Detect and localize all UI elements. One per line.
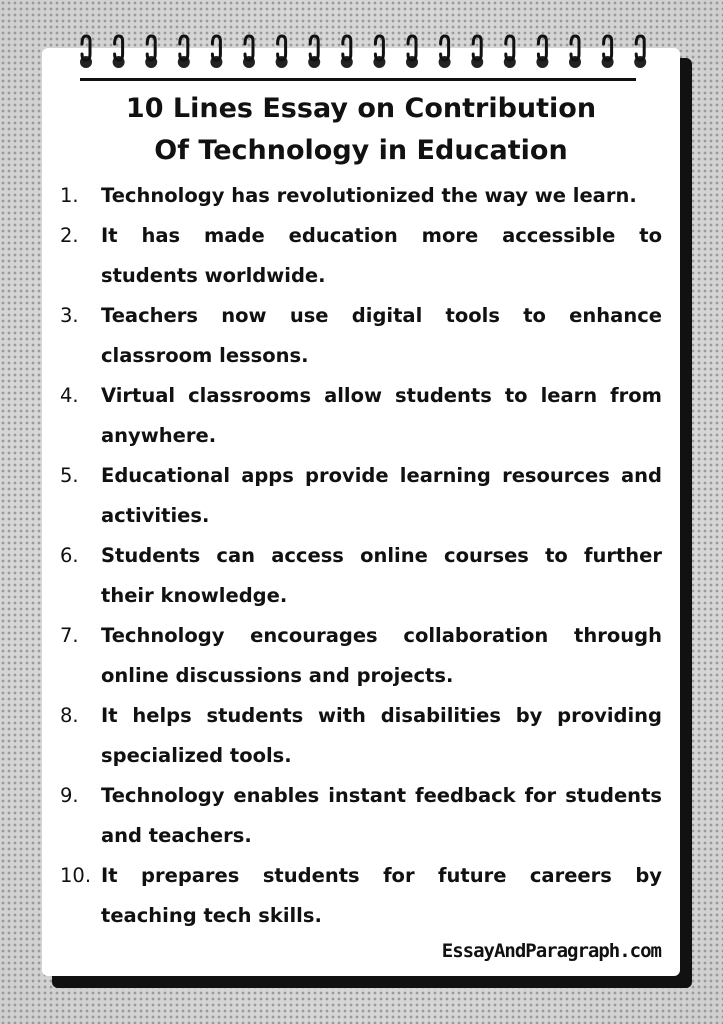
binding-ring-icon [439,36,451,68]
list-item [60,176,662,216]
title-line-2: Of Technology in Education [154,135,568,166]
binding-ring-icon [504,36,516,68]
list-item [60,776,662,856]
binding-ring-icon [210,36,222,68]
binding-ring-icon [406,36,418,68]
list-item [60,456,662,536]
item-number: 2. [60,224,79,247]
list-item [60,696,662,776]
item-number: 3. [60,304,79,327]
binding-ring-icon [341,36,353,68]
item-text: It helps students with disabilities by providing specialized tools. [101,704,662,767]
list-item [60,376,662,456]
spiral-binding [72,32,652,76]
binding-ring-icon [276,36,288,68]
item-text: Educational apps provide learning resources and activities. [101,464,662,527]
binding-ring-icon [536,36,548,68]
binding-ring-icon [634,36,646,68]
title-line-1: 10 Lines Essay on Contribution [125,93,597,124]
binding-ring-icon [308,36,320,68]
list-item [60,296,662,376]
binding-ring-icon [602,36,614,68]
essay-lines-list [60,176,662,936]
item-text: It has made education more accessible to students worldwide. [101,224,662,287]
binding-ring-icon [243,36,255,68]
list-item [60,536,662,616]
binding-ring-icon [145,36,157,68]
binding-ring-icon [80,36,92,68]
list-item [60,216,662,296]
header-rule [80,78,636,81]
item-text: Teachers now use digital tools to enhance classroom lessons. [101,304,662,367]
item-number: 4. [60,384,79,407]
item-number: 10. [60,864,92,887]
list-item [60,856,662,936]
item-number: 5. [60,464,79,487]
item-number: 8. [60,704,79,727]
item-text: Technology encourages collaboration through online discussions and projects. [101,624,662,687]
binding-ring-icon [569,36,581,68]
item-number: 1. [60,184,79,207]
item-text: Technology enables instant feedback for students and teachers. [101,784,662,847]
item-text: Virtual classrooms allow students to learn from anywhere. [101,384,662,447]
item-number: 9. [60,784,79,807]
item-text: It prepares students for future careers by teaching tech skills. [101,864,662,927]
binding-ring-icon [373,36,385,68]
binding-ring-icon [471,36,483,68]
item-text: Students can access online courses to further their knowledge. [101,544,662,607]
item-number: 7. [60,624,79,647]
essay-title [42,88,680,172]
binding-ring-icon [178,36,190,68]
site-watermark: EssayAndParagraph.com [441,940,661,962]
item-number: 6. [60,544,79,567]
binding-ring-icon [113,36,125,68]
item-text: Technology has revolutionized the way we learn. [101,184,637,207]
list-item [60,616,662,696]
